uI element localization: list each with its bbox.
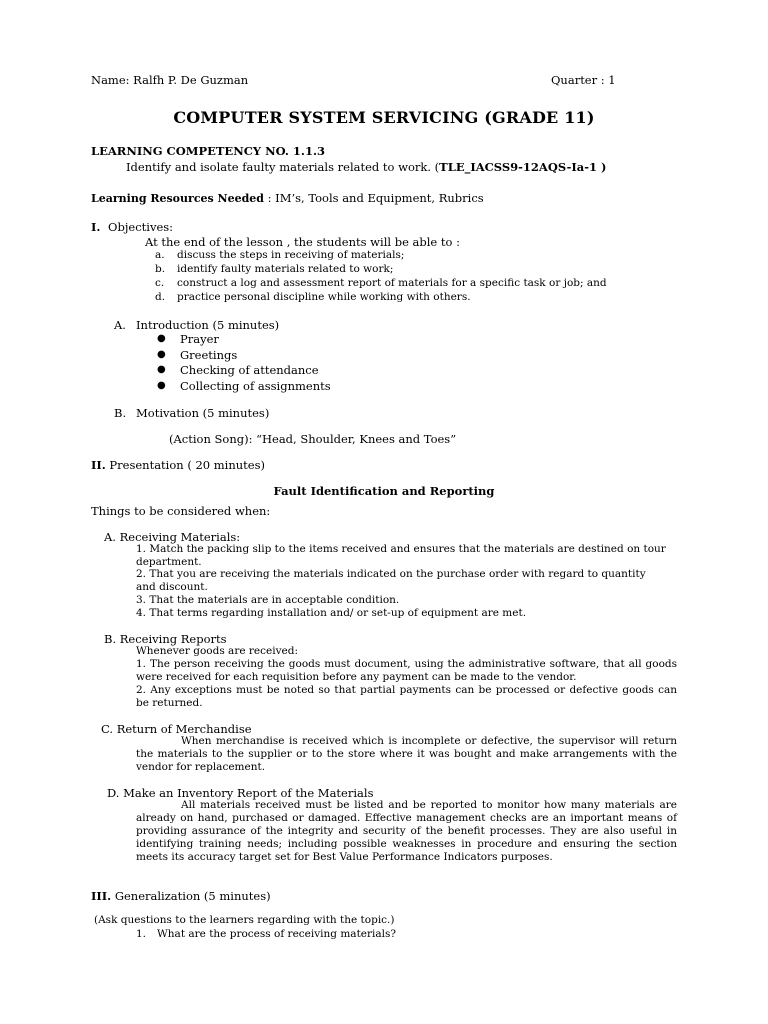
bullet-icon: ● bbox=[157, 349, 166, 360]
objective-letter: c. bbox=[155, 277, 165, 289]
objective-text: practice personal discipline while working with others. bbox=[177, 291, 471, 303]
receiving-materials-line: department. bbox=[136, 556, 202, 568]
return-merchandise-text: When merchandise is received which is incomplete or defective, the supervisor will return the materials to the supplier or to the store where it was bought and make arrangements with the vendor for replacement. bbox=[136, 735, 677, 773]
objectives-title: Objectives: bbox=[108, 220, 174, 234]
generalization-numeral: III. bbox=[91, 889, 112, 903]
resources-text: : IM’s, Tools and Equipment, Rubrics bbox=[263, 191, 484, 205]
student-name: Name: Ralfh P. De Guzman bbox=[91, 73, 249, 87]
introduction-letter: A. bbox=[114, 318, 126, 332]
receiving-materials-line: and discount. bbox=[136, 581, 208, 593]
receiving-materials-line: 2. That you are receiving the materials indicated on the purchase order with regard to quantity bbox=[136, 568, 646, 580]
return-merchandise-heading: C. Return of Merchandise bbox=[101, 722, 252, 736]
receiving-reports-intro: Whenever goods are received: bbox=[136, 645, 298, 657]
resources-line bbox=[91, 191, 484, 205]
presentation-heading bbox=[91, 458, 265, 472]
competency-heading: LEARNING COMPETENCY NO. 1.1.3 bbox=[91, 144, 325, 158]
receiving-reports-item: 2. Any exceptions must be noted so that partial payments can be processed or defective goods can be returned. bbox=[136, 684, 677, 709]
introduction-item: Prayer bbox=[180, 332, 219, 346]
generalization-title: Generalization (5 minutes) bbox=[114, 889, 271, 903]
page-title: COMPUTER SYSTEM SERVICING (GRADE 11) bbox=[173, 108, 595, 127]
resources-label: Learning Resources Needed bbox=[91, 192, 264, 205]
presentation-numeral: II. bbox=[91, 458, 106, 472]
question-number: 1. bbox=[136, 928, 147, 940]
section-subtitle: Fault Identification and Reporting bbox=[273, 484, 495, 498]
introduction-item: Collecting of assignments bbox=[180, 379, 331, 393]
objectives-heading bbox=[91, 220, 173, 234]
objective-text: identify faulty materials related to work; bbox=[177, 263, 394, 275]
receiving-reports-heading: B. Receiving Reports bbox=[104, 632, 227, 646]
objective-text: discuss the steps in receiving of materials; bbox=[177, 249, 405, 261]
bullet-icon: ● bbox=[157, 380, 166, 391]
presentation-title: Presentation ( 20 minutes) bbox=[109, 458, 265, 472]
objective-letter: d. bbox=[155, 291, 166, 303]
receiving-materials-heading: A. Receiving Materials: bbox=[104, 530, 241, 544]
generalization-heading bbox=[91, 889, 271, 903]
bullet-icon: ● bbox=[157, 364, 166, 375]
motivation-letter: B. bbox=[114, 406, 127, 420]
introduction-item: Greetings bbox=[180, 348, 238, 362]
objective-letter: a. bbox=[155, 249, 165, 261]
introduction-title: Introduction (5 minutes) bbox=[136, 318, 280, 332]
objective-letter: b. bbox=[155, 263, 166, 275]
objectives-numeral: I. bbox=[91, 220, 101, 234]
competency-description: Identify and isolate faulty materials related to work. ( bbox=[126, 160, 440, 174]
competency-code: TLE_IACSS9-12AQS-Ia-1 ) bbox=[439, 160, 607, 174]
bullet-icon: ● bbox=[157, 333, 166, 344]
receiving-materials-line: 4. That terms regarding installation and/ or set-up of equipment are met. bbox=[136, 607, 527, 619]
quarter-label: Quarter : 1 bbox=[551, 73, 616, 87]
motivation-activity: (Action Song): “Head, Shoulder, Knees and Toes” bbox=[169, 432, 457, 446]
receiving-materials-line: 3. That the materials are in acceptable condition. bbox=[136, 594, 400, 606]
objective-text: construct a log and assessment report of materials for a specific task or job; and bbox=[177, 277, 607, 289]
presentation-intro: Things to be considered when: bbox=[91, 504, 271, 518]
generalization-intro: (Ask questions to the learners regarding with the topic.) bbox=[94, 914, 395, 926]
inventory-report-text: All materials received must be listed and be reported to monitor how many materials are already on hand, purchased or damaged. Effective management checks are an important means of providing assurance of the integrity and security of the benefit processes. They are also useful in identifying training needs; including possible weaknesses in procedure and ensuring the section meets its accuracy target set for Best Value Performance Indicators purposes. bbox=[136, 799, 677, 863]
receiving-reports-item: 1. The person receiving the goods must document, using the administrative software, that all goods were received for each requisition before any payment can be made to the vendor. bbox=[136, 658, 677, 683]
competency-text bbox=[126, 160, 606, 174]
inventory-report-heading: D. Make an Inventory Report of the Materials bbox=[107, 786, 374, 800]
objectives-intro: At the end of the lesson , the students will be able to : bbox=[145, 235, 460, 249]
question-text: What are the process of receiving materials? bbox=[157, 928, 397, 940]
motivation-title: Motivation (5 minutes) bbox=[136, 406, 270, 420]
receiving-materials-line: 1. Match the packing slip to the items received and ensures that the materials are destined on tour bbox=[136, 543, 666, 555]
introduction-item: Checking of attendance bbox=[180, 363, 319, 377]
